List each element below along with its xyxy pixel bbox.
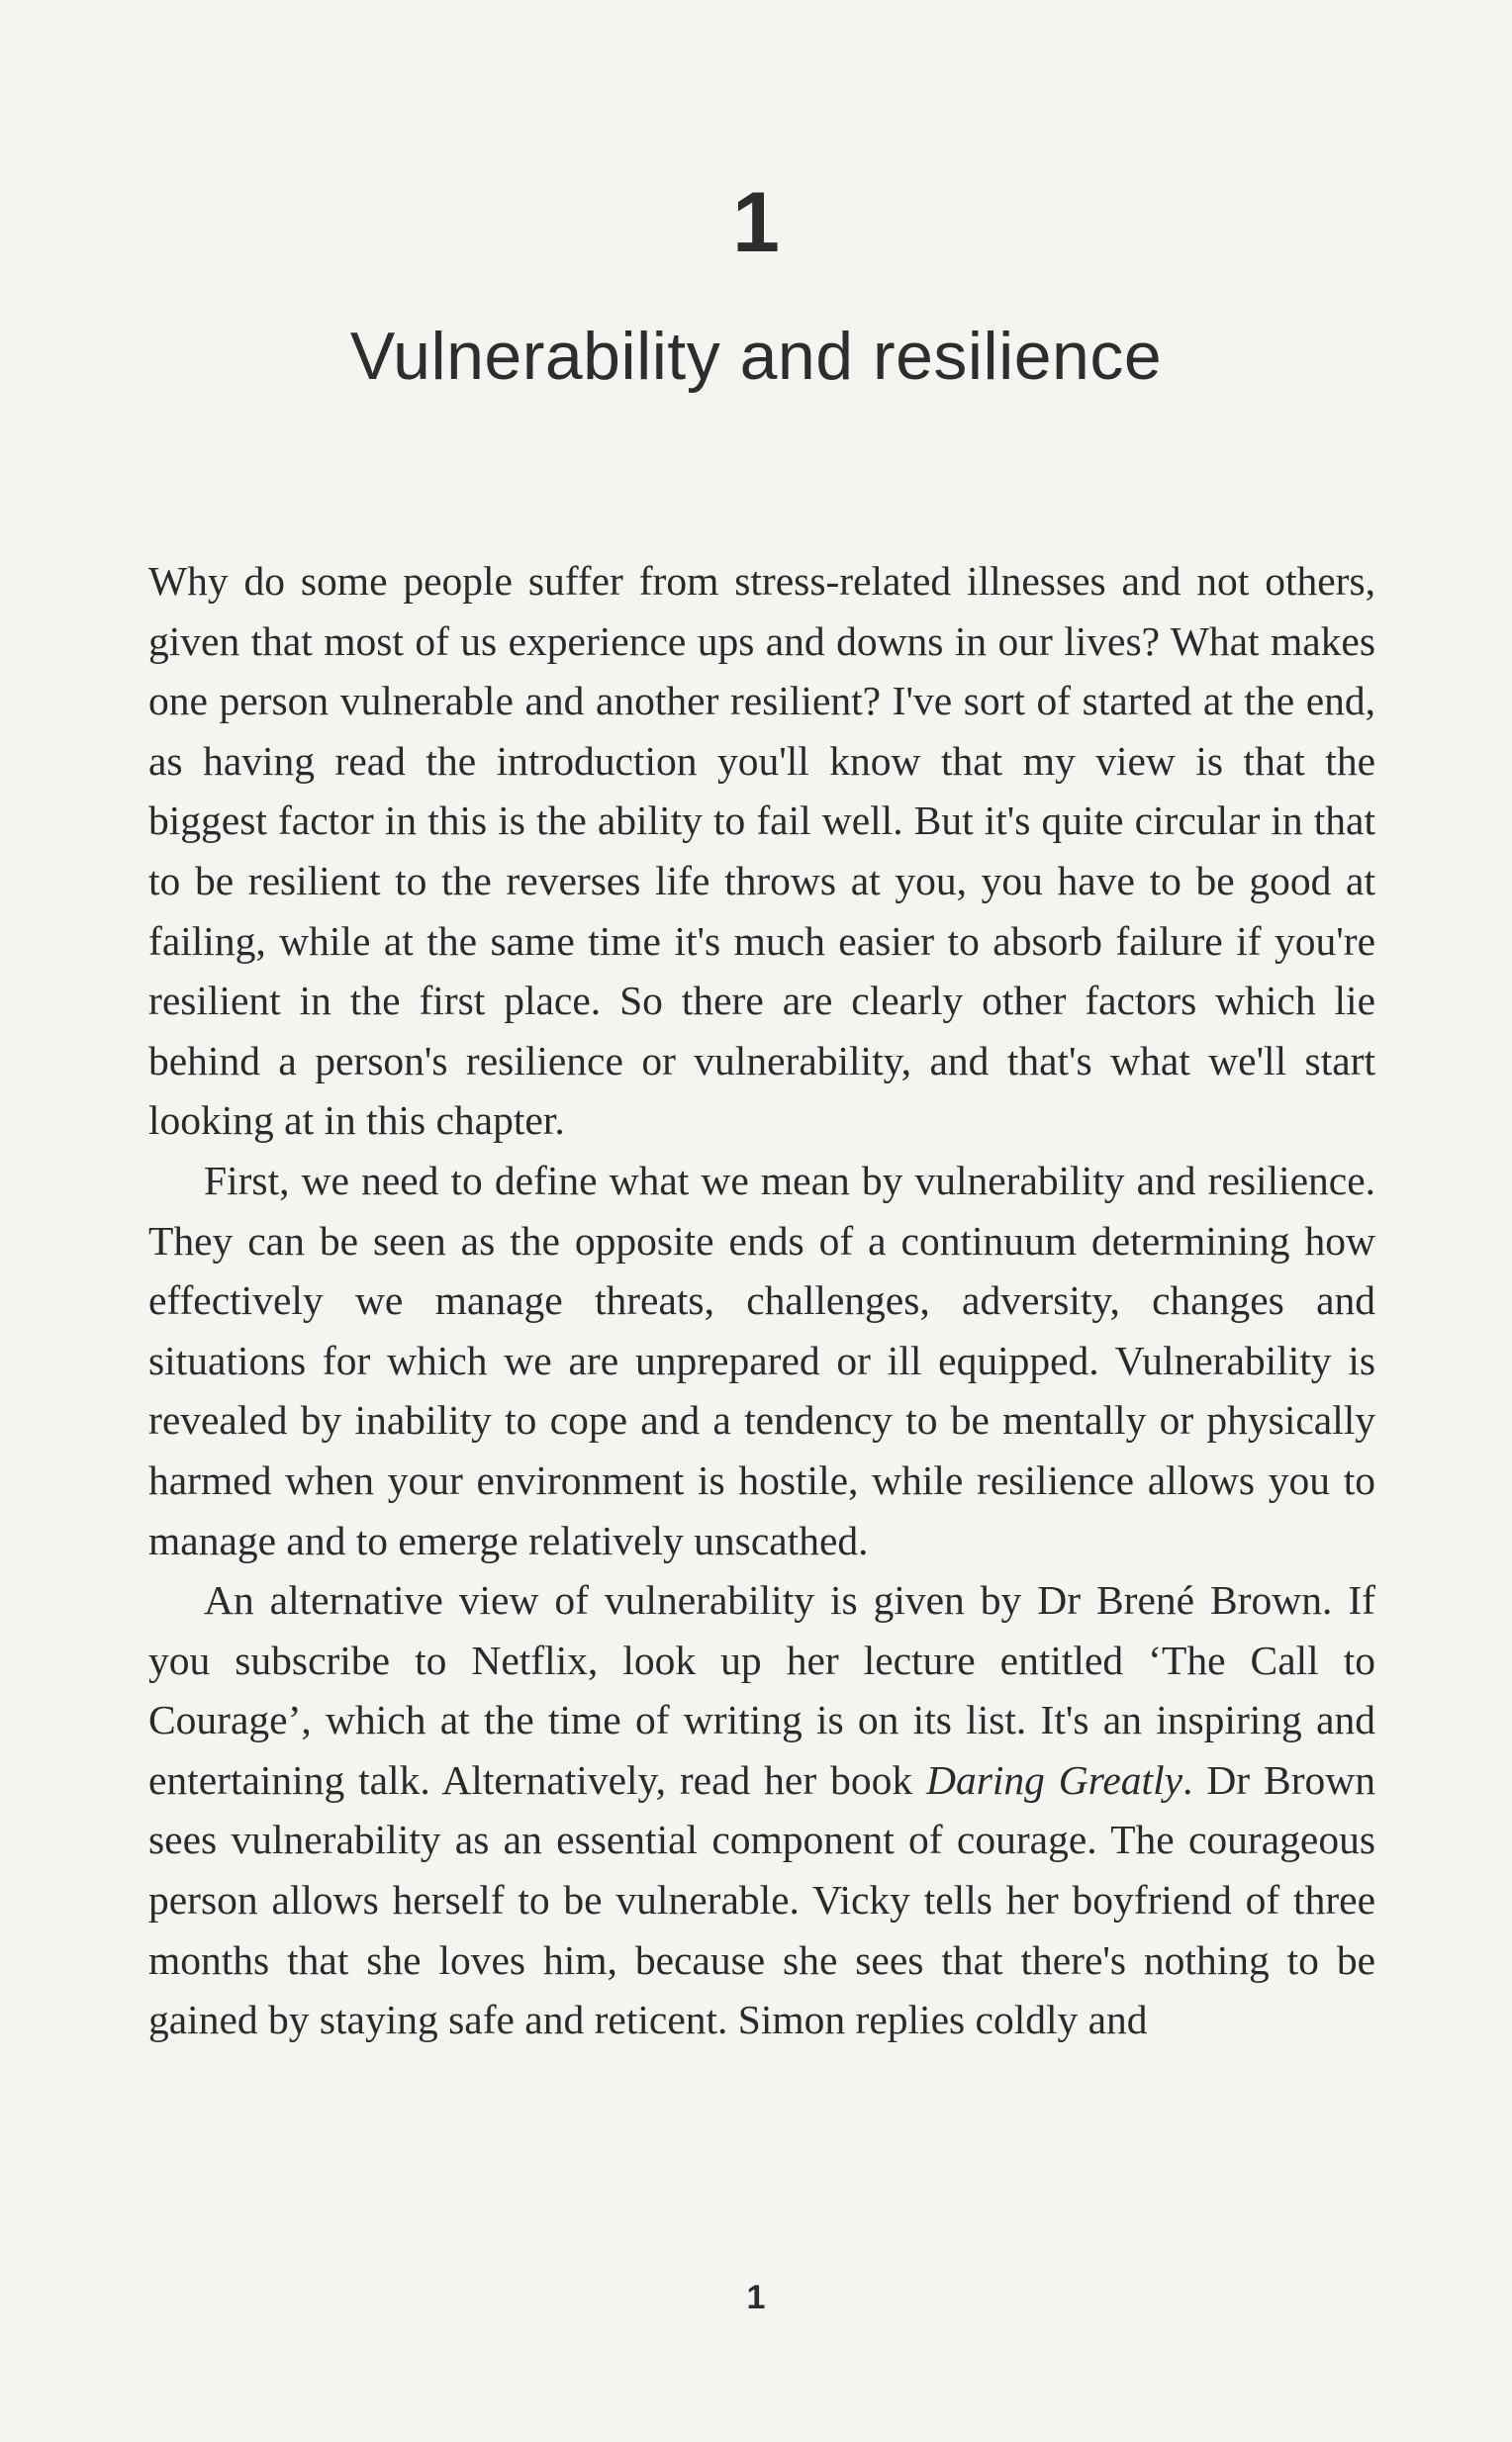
chapter-title: Vulnerability and resilience	[349, 319, 1163, 394]
paragraph-3	[148, 1570, 1375, 2050]
paragraph-3-text-end: . Dr Brown sees vulnerability as an essential component of courage. The courageous person allows herself to be vulnerable. Vicky tells her boyfriend of three months that she loves him, because she sees that there's nothing to be gained by staying safe and reticent. Simon replies coldly and	[148, 1756, 1375, 2043]
paragraph-2: First, we need to define what we mean by vulnerability and resilience. They can be seen as the opposite ends of a continuum determining how effectively we manage threats, challenges, adversity, changes and situations for which we are unprepared or ill equipped. Vulnerability is revealed by inability to cope and a tendency to be mentally or physically harmed when your environment is hostile, while resilience allows you to manage and to emerge relatively unscathed.	[148, 1157, 1375, 1563]
book-title-daring-greatly: Daring Greatly	[926, 1756, 1183, 1803]
chapter-number: 1	[732, 175, 780, 270]
paragraph-3-text-start: An alternative view of vulnerability is given by Dr Brené Brown. If you subscribe to Netflix, look up her lecture entitled ‘The Call to Courage’, which at the time of writing is on its list. It's an inspiring and entertaining talk. Alternatively, read her book	[148, 1577, 1375, 1803]
page-number: 1	[746, 2279, 766, 2316]
body-text	[148, 551, 1375, 2050]
paragraph-1: Why do some people suffer from stress-related illnesses and not others, given that most of us experience ups and downs in our lives? What makes one person vulnerable and another resilient? I've sort of started at the end, as having read the introduction you'll know that my view is that the biggest factor in this is the ability to fail well. But it's quite circular in that to be resilient to the reverses life throws at you, you have to be good at failing, while at the same time it's much easier to absorb failure if you're resilient in the first place. So there are clearly other factors which lie behind a person's resilience or vulnerability, and that's what we'll start looking at in this chapter.	[148, 558, 1375, 1144]
